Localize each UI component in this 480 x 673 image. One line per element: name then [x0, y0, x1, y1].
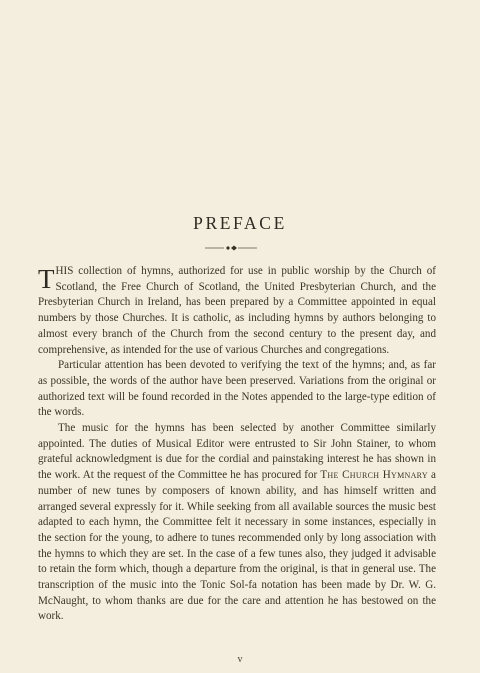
- paragraph-3-text-a: The music for the hymns has been selected by another Committee similarly appointed. The duties of Musical Editor were entrusted to Sir John Stainer, to whom grateful acknowledgment is due for the cordial and painstaking interest he has shown in the work. At the request of the Committee he has procured for: [38, 422, 436, 482]
- paragraph-2: Particular attention has been devoted to verifying the text of the hymns; and, as far as possible, the words of the author have been preserved. Variations from the original or authorized text will be found recorded in the Notes appended to the large-type edition of the words.: [38, 359, 436, 419]
- drop-cap: T: [38, 264, 55, 294]
- title-ornament: [205, 243, 257, 253]
- page-number: v: [237, 654, 243, 665]
- paragraph-1: [38, 264, 436, 358]
- preface-body: [38, 264, 436, 625]
- book-title: The Church Hymnary: [320, 469, 428, 482]
- paragraph-3-text-b: a number of new tunes by composers of known ability, and has himself written and arranged several expressly for it. While seeking from all available sources the music best adapted to each hymn, the Committee felt it necessary in some instances, especially in the section for the young, to adhere to tunes recommended only by long association with the hymns to which they are set. In the case of a few tunes also, they judged it advisable to retain the form which, though a departure from the original, is that in general use. The transcription of the music into the Tonic Sol-fa notation has been made by Dr. W. G. McNaught, to whom thanks are due for the care and attention he has bestowed on the work.: [38, 469, 436, 623]
- paragraph-1-text: HIS collection of hymns, authorized for use in public worship by the Church of Scotland, the Free Church of Scotland, the United Presbyterian Church, and the Presbyterian Church in Ireland, has been prepared by a Committee appointed in equal numbers by those Churches. It is catholic, as including hymns by authors belonging to almost every branch of the Church from the second century to the present day, and comprehensive, as intended for the use of various Churches and congregations.: [38, 265, 436, 356]
- paragraph-3: [38, 421, 436, 625]
- page-title: PREFACE: [193, 213, 287, 233]
